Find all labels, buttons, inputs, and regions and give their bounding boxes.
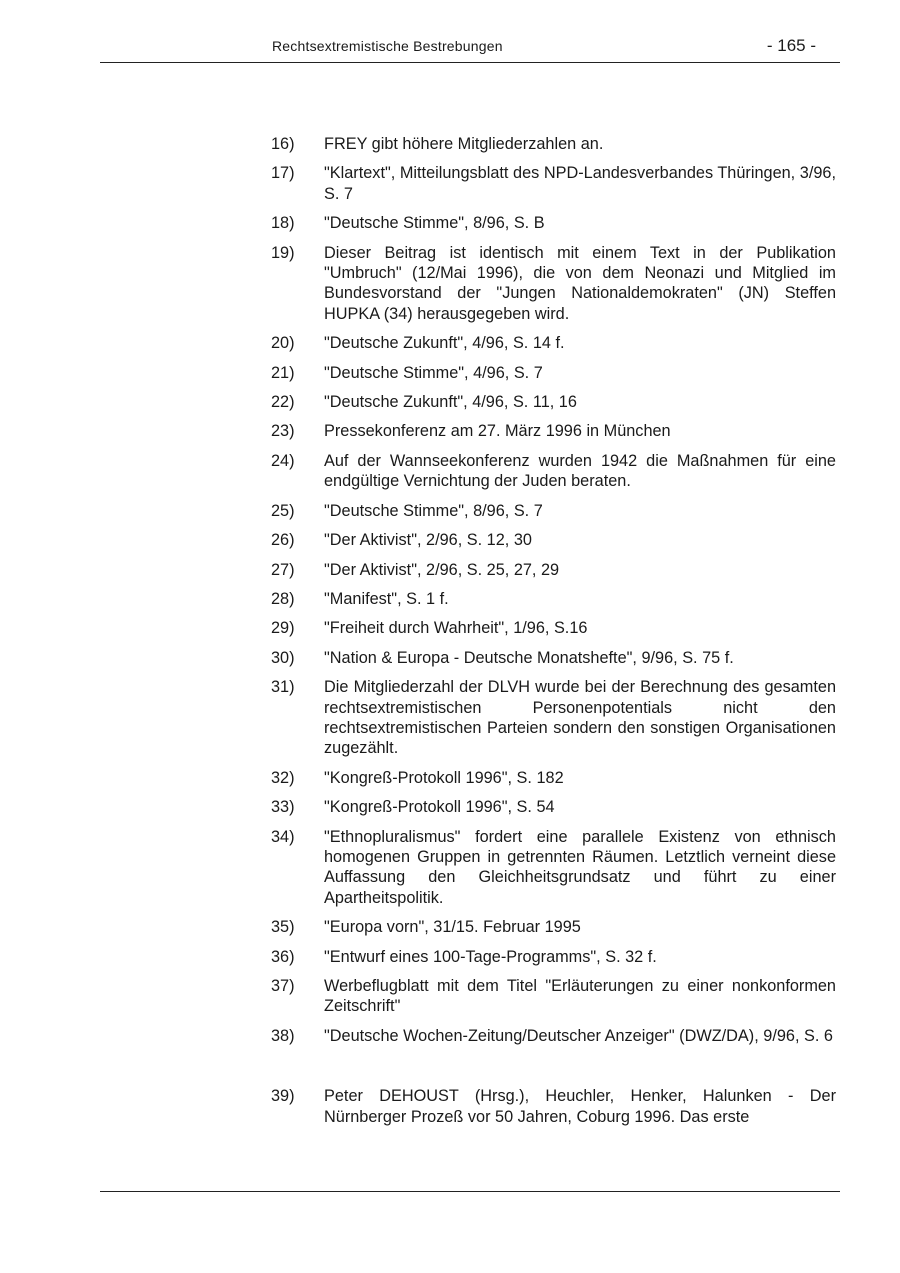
- footnote-text: "Der Aktivist", 2/96, S. 12, 30: [324, 531, 532, 550]
- footnote-number: 17): [271, 164, 295, 183]
- footnote-text: "Manifest", S. 1 f.: [324, 589, 449, 608]
- footnote-number: 29): [271, 619, 295, 638]
- footnote-text: Die Mitgliederzahl der DLVH wurde bei der Berechnung des gesamten rechtsextremistischen Personenpotentials nicht den rechtsextremistischen Parteien sondern den sonstigen Organisationen zugezählt.: [324, 678, 836, 758]
- footnote-text: Pressekonferenz am 27. März 1996 in München: [324, 422, 671, 441]
- footnote-text: "Kongreß-Protokoll 1996", S. 54: [324, 798, 555, 817]
- footnote-text: Auf der Wannseekonferenz wurden 1942 die Maßnahmen für eine endgültige Vernichtung der Juden beraten.: [324, 451, 836, 491]
- footnote-item: [271, 947, 836, 967]
- footnote-item: [271, 677, 836, 759]
- footnote-item: [271, 797, 836, 817]
- footnote-text: Werbeflugblatt mit dem Titel "Erläuterungen zu einer nonkonformen Zeitschrift": [324, 977, 836, 1016]
- footnote-text: "Deutsche Wochen-Zeitung/Deutscher Anzeiger" (DWZ/DA), 9/96, S. 6: [324, 1026, 833, 1045]
- footnote-number: 23): [271, 422, 295, 441]
- footnote-item: [271, 530, 836, 550]
- footnote-text: "Deutsche Zukunft", 4/96, S. 11, 16: [324, 393, 577, 412]
- footnote-item: [271, 392, 836, 412]
- footnote-text: "Deutsche Stimme", 8/96, S. 7: [324, 501, 543, 520]
- footnote-text: "Entwurf eines 100-Tage-Programms", S. 32 f.: [324, 947, 657, 966]
- footnote-text: "Deutsche Stimme", 4/96, S. 7: [324, 363, 543, 382]
- page-header: [100, 36, 840, 63]
- footnote-text: FREY gibt höhere Mitgliederzahlen an.: [324, 135, 604, 153]
- footnote-text: "Nation & Europa - Deutsche Monatshefte", 9/96, S. 75 f.: [324, 648, 734, 667]
- footnote-item: [271, 648, 836, 668]
- footnote-number: 21): [271, 363, 295, 382]
- footnote-number: 30): [271, 648, 295, 667]
- footnote-item: [271, 333, 836, 353]
- footnote-number: 38): [271, 1026, 295, 1045]
- footnote-item: [271, 421, 836, 441]
- page-number: - 165 -: [766, 36, 816, 55]
- footnote-item: [271, 618, 836, 638]
- footnote-text: Peter DEHOUST (Hrsg.), Heuchler, Henker, Halunken - Der Nürnberger Prozeß vor 50 Jahren, Coburg 1996. Das erste: [324, 1087, 836, 1126]
- footnote-item: [271, 917, 836, 937]
- footnote-item: [271, 976, 836, 1017]
- footnote-item: [271, 363, 836, 383]
- footnote-item: [271, 768, 836, 788]
- footer-rule: [100, 1191, 840, 1192]
- footnote-number: 18): [271, 214, 295, 233]
- footnote-number: 32): [271, 768, 295, 787]
- footnote-item: [271, 1026, 836, 1046]
- footnote-list: [271, 134, 836, 1136]
- footnote-text: Dieser Beitrag ist identisch mit einem Text in der Publikation "Umbruch" (12/Mai 1996), die von dem Neonazi und Mitglied im Bundesvorstand der "Jungen Nationaldemokraten" (JN) Steffen HUPKA (34) herausgegeben wird.: [324, 243, 836, 323]
- footnote-text: "Deutsche Zukunft", 4/96, S. 14 f.: [324, 334, 565, 353]
- running-title: Rechtsextremistische Bestrebungen: [272, 38, 503, 54]
- footnote-number: 34): [271, 827, 295, 846]
- footnote-item: [271, 163, 836, 204]
- footnote-number: 16): [271, 135, 295, 153]
- footnote-item: [271, 451, 836, 492]
- footnote-number: 25): [271, 501, 295, 520]
- footnote-text: "Freiheit durch Wahrheit", 1/96, S.16: [324, 619, 588, 638]
- footnote-text: "Der Aktivist", 2/96, S. 25, 27, 29: [324, 560, 560, 579]
- footnote-number: 27): [271, 560, 295, 579]
- footnote-number: 19): [271, 243, 295, 262]
- footnote-item: [271, 213, 836, 233]
- footnote-number: 31): [271, 678, 295, 697]
- footnote-number: 28): [271, 589, 295, 608]
- footnote-number: 37): [271, 977, 295, 995]
- footnote-item: [271, 501, 836, 521]
- footnote-number: 35): [271, 918, 295, 937]
- footnote-number: 33): [271, 798, 295, 817]
- footnote-number: 26): [271, 531, 295, 550]
- footnote-item: [271, 134, 836, 154]
- footnote-text: "Klartext", Mitteilungsblatt des NPD-Landesverbandes Thüringen, 3/96, S. 7: [324, 164, 836, 203]
- footnote-text: "Deutsche Stimme", 8/96, S. B: [324, 214, 545, 233]
- footnote-number: 24): [271, 451, 295, 470]
- footnote-item: [271, 560, 836, 580]
- footnote-text: "Europa vorn", 31/15. Februar 1995: [324, 918, 581, 937]
- footnote-number: 39): [271, 1087, 295, 1106]
- footnote-number: 22): [271, 393, 295, 412]
- footnote-item: [271, 243, 836, 325]
- footnote-item: [271, 827, 836, 909]
- footnote-item: [271, 1086, 836, 1127]
- footnote-text: "Ethnopluralismus" fordert eine parallele Existenz von ethnisch homogenen Gruppen in getrennten Räumen. Letztlich verneint diese Auffassung den Gleichheitsgrundsatz und führt zu einer Apartheitspolitik.: [324, 827, 836, 907]
- footnote-item: [271, 589, 836, 609]
- footnote-number: 20): [271, 334, 295, 353]
- footnote-number: 36): [271, 947, 295, 966]
- footnote-text: "Kongreß-Protokoll 1996", S. 182: [324, 768, 564, 787]
